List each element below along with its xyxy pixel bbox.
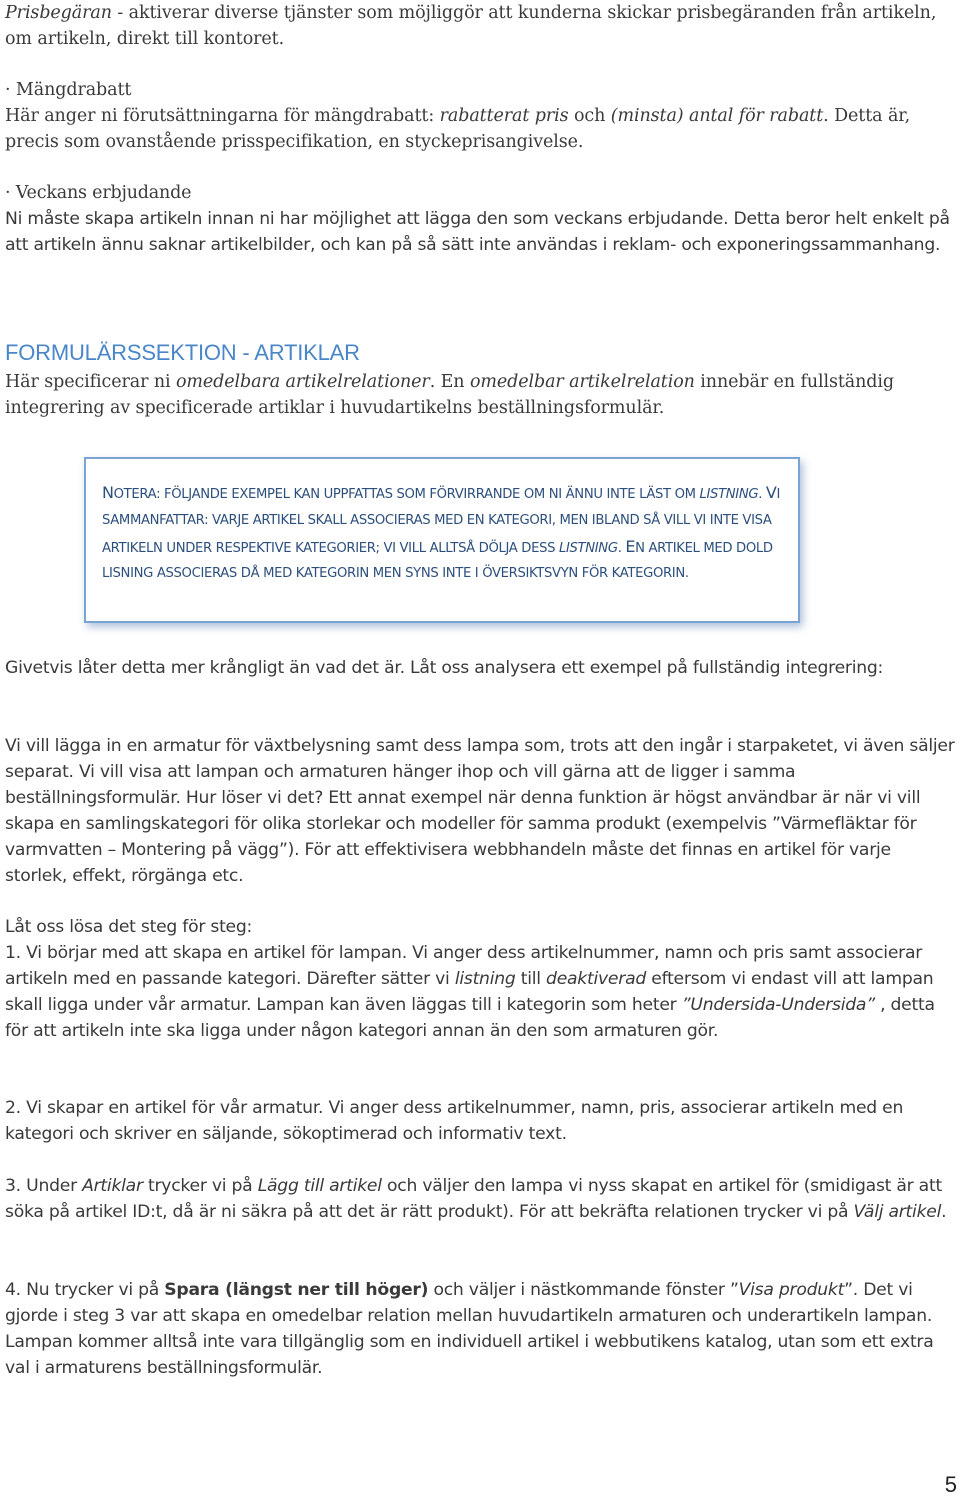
body-p1: Givetvis låter detta mer krångligt än vad det är. Låt oss analysera ett exempel på fullständig integrering: xyxy=(5,658,884,678)
mangdrabatt-text-c: . Detta är, precis som ovanstående prisspecifikation, en styckeprisangivelse. xyxy=(5,106,911,152)
mangdrabatt-heading: · Mängdrabatt xyxy=(5,80,132,100)
step-3-em-3: Välj artikel xyxy=(853,1202,942,1222)
step-1-em-3: ”Undersida-Undersida” xyxy=(681,995,875,1015)
formular-text-b: . En xyxy=(429,372,470,392)
notice-n-big: N xyxy=(102,483,114,502)
step-3-text-b: trycker vi på xyxy=(142,1176,258,1196)
step-1 xyxy=(5,940,957,1044)
step-1-text-b: till xyxy=(515,969,547,989)
notice-e-big: E xyxy=(625,536,636,556)
mangdrabatt-text-a: Här anger ni förutsättningarna för mängdrabatt: xyxy=(5,106,440,126)
mangdrabatt-text-b: och xyxy=(568,106,611,126)
step-3-text-c: och väljer den lampa vi nyss skapat en artikel för (smidigast är att söka på artikel ID:t, då är ni säkra på att det är rätt produkt). För att bekräfta relationen trycker vi på xyxy=(5,1176,942,1222)
intro-paragraph xyxy=(5,0,955,52)
notice-text xyxy=(102,480,782,587)
notice-n-rest: OTERA xyxy=(113,487,157,502)
step-1-em-1: listning xyxy=(454,969,516,989)
mangdrabatt-em-a: rabatterat pris xyxy=(439,106,569,126)
intro-term: Prisbegäran xyxy=(5,3,112,23)
veckans-heading: · Veckans erbjudande xyxy=(5,183,192,203)
step-4-text-c: ”. Det vi gjorde i steg 3 var att skapa en omedelbar relation mellan huvudartikeln armaturen och underartikeln lampan. Lampan kommer alltså inte vara tillgänglig som en individuell artikel i webbutikens katalog, utan som ett extra val i armaturens beställningsformulär. xyxy=(5,1280,934,1378)
step-4-text-a: 4. Nu trycker vi på xyxy=(5,1280,165,1300)
step-3-em-1: Artiklar xyxy=(82,1176,143,1196)
veckans-paragraph: Ni måste skapa artikeln innan ni har möjlighet att lägga den som veckans erbjudande. Detta beror helt enkelt på att artikeln ännu saknar artikelbilder, och kan på så sätt inte användas i reklam- och exponeringssammanhang. xyxy=(5,209,950,255)
page-number: 5 xyxy=(944,1472,957,1497)
step-4 xyxy=(5,1277,957,1381)
step-3 xyxy=(5,1173,957,1225)
formular-heading: FORMULÄRSSEKTION - ARTIKLAR xyxy=(5,340,360,365)
formular-text-a: Här specificerar ni xyxy=(5,372,176,392)
notice-text-5: N ARTIKEL MED DOLD LISNING ASSOCIERAS DÅ MED KATEGORIN MEN SYNS INTE I ÖVERSIKTSVYN FÖR KATEGORIN. xyxy=(102,540,773,582)
notice-em-1: LISTNING xyxy=(699,487,759,502)
step-3-text-a: 3. Under xyxy=(5,1176,83,1196)
mangdrabatt-em-b: (minsta) antal för rabatt xyxy=(610,106,824,126)
step-1-em-2: deaktiverad xyxy=(546,969,647,989)
step-1-text-a: 1. Vi börjar med att skapa en artikel för lampan. Vi anger dess artikelnummer, namn och pris samt associerar artikeln med en passande kategori. Därefter sätter vi xyxy=(5,943,923,989)
mangdrabatt-paragraph xyxy=(5,103,955,155)
body-p2: Vi vill lägga in en armatur för växtbelysning samt dess lampa som, trots att den ingår i starpaketet, vi även säljer separat. Vi vill visa att lampan och armaturen hänger ihop och vill gärna att de ligger i samma beställningsformulär. Hur löser vi det? Ett annat exempel när denna funktion är högst användbar är när vi vill skapa en samlingskategori för olika storlekar och modeller för samma produkt (exempelvis ”Värmefläktar för varmvatten – Montering på vägg”). För att effektivisera webbhandeln måste det finnas en artikel för varje storlek, effekt, rörgänga etc. xyxy=(5,736,955,886)
notice-em-2: LISTNING xyxy=(558,540,618,556)
step-4-text-b: och väljer i nästkommande fönster ” xyxy=(428,1280,739,1300)
notice-text-2: . xyxy=(758,487,766,502)
notice-text-4: . xyxy=(617,540,626,556)
formular-em-b: omedelbar artikelrelation xyxy=(469,372,695,392)
notice-v-big: V xyxy=(765,483,777,502)
step-2: 2. Vi skapar en artikel för vår armatur. Vi anger dess artikelnummer, namn, pris, associerar artikeln med en kategori och skriver en säljande, sökoptimerad och informativ text. xyxy=(5,1098,904,1144)
formular-em-a: omedelbara artikelrelationer xyxy=(175,372,430,392)
notice-text-3: I SAMMANFATTAR: VARJE ARTIKEL SKALL ASSOCIERAS MED EN KATEGORI, MEN IBLAND SÅ VILL VI INTE VISA ARTIKELN UNDER RESPEKTIVE KATEGORIER; VI VILL ALLTSÅ DÖLJA DESS xyxy=(102,487,781,556)
body-p3: Låt oss lösa det steg för steg: xyxy=(5,917,253,937)
step-3-em-2: Lägg till artikel xyxy=(257,1176,382,1196)
step-1-text-d: , detta för att artikeln inte ska ligga under någon kategori annan än den som armaturen gör. xyxy=(5,995,935,1041)
formular-text-c: innebär en fullständig integrering av specificerade artiklar i huvudartikelns beställningsformulär. xyxy=(5,372,895,418)
step-4-em: Visa produkt xyxy=(738,1280,845,1300)
step-4-strong: Spara (längst ner till höger) xyxy=(164,1280,429,1300)
step-1-text-c: eftersom vi endast vill att lampan skall ligga under vår armatur. Lampan kan även läggas till i kategorin som heter xyxy=(5,969,934,1015)
intro-text: - aktiverar diverse tjänster som möjliggör att kunderna skickar prisbegäranden från artikeln, om artikeln, direkt till kontoret. xyxy=(5,3,937,49)
notice-text-1: : FÖLJANDE EXEMPEL KAN UPPFATTAS SOM FÖRVIRRANDE OM NI ÄNNU INTE LÄST OM xyxy=(156,487,700,502)
notice-box xyxy=(84,457,800,623)
step-3-text-d: . xyxy=(941,1202,947,1222)
formular-paragraph xyxy=(5,369,955,421)
